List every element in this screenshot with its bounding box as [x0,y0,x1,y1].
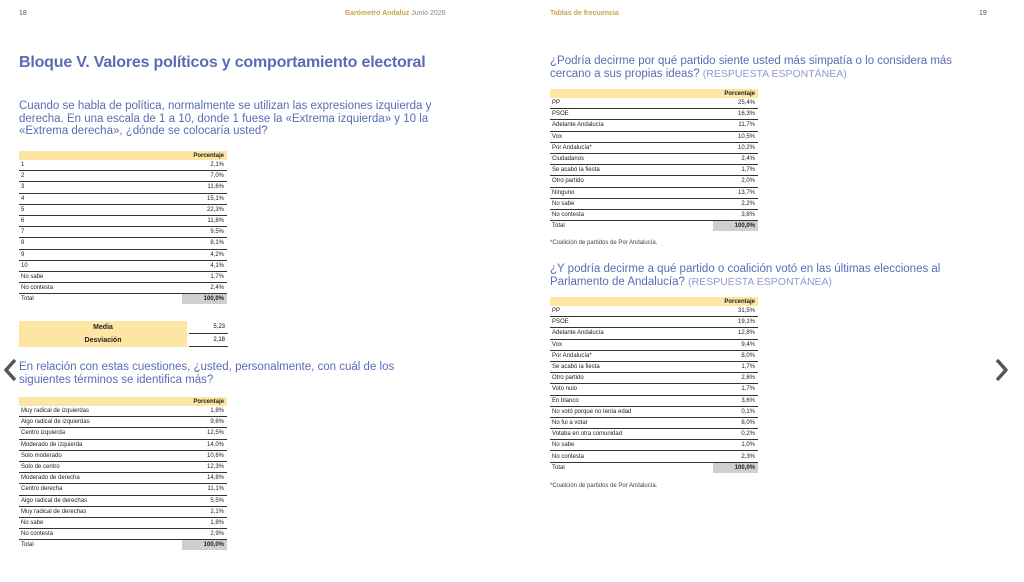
total-row [19,294,227,305]
row-label: No sabe [550,198,713,209]
row-value: 2,6% [713,373,758,384]
row-label: Centro izquierda [19,428,182,439]
row-value: 7,0% [182,171,227,182]
table-row [550,198,758,209]
row-value: 9,5% [182,227,227,238]
table-row [550,417,758,428]
row-value: 14,0% [182,439,227,450]
table-header-percentage: Porcentaje [182,397,227,406]
row-label: Otro partido [550,176,713,187]
row-value: 2,9% [182,529,227,540]
row-label: Muy radical de izquierdas [19,406,182,417]
table-header-blank [550,297,713,306]
table-row [550,131,758,142]
total-value: 100,0% [713,462,758,473]
table-row [19,260,227,271]
total-label: Total [552,464,565,471]
table-row [19,283,227,294]
party-sympathy-footnote: *Coalición de partidos de Por Andalucía. [550,240,658,246]
row-value: 1,7% [713,165,758,176]
row-value: 2,0% [713,176,758,187]
row-label: Solo de centro [19,461,182,472]
row-label: Adelante Andalucía [550,120,713,131]
row-value: 9,6% [182,417,227,428]
table-row [550,109,758,120]
row-label: No contesta [19,529,182,540]
party-sympathy-question-note: (RESPUESTA ESPONTÁNEA) [702,67,847,80]
party-sympathy-table [550,89,758,231]
total-label: Total [552,223,565,230]
table-row [19,517,227,528]
left-page-number: 18 [19,10,27,17]
past-vote-question [550,263,970,288]
table-row [550,406,758,417]
past-vote-table [550,297,758,473]
table-row [550,361,758,372]
table-header-blank [19,151,182,160]
table-header-percentage: Porcentaje [182,151,227,160]
past-vote-question-text: ¿Y podría decirme a qué partido o coalición votó en las últimas elecciones al Parlamento de Andalucía? [550,263,941,288]
table-row [19,215,227,226]
table-row [550,395,758,406]
table-row [550,429,758,440]
chevron-right-icon [995,358,1009,382]
row-value: 25,4% [713,98,758,109]
past-vote-question-note: (RESPUESTA ESPONTÁNEA) [688,275,833,288]
table-row [19,417,227,428]
party-sympathy-question-text: ¿Podría decirme por qué partido siente usted más simpatía o lo considera más cercano a sus propias ideas? [550,55,953,80]
row-label: No contesta [550,209,713,220]
row-value: 19,1% [713,317,758,328]
row-value: 11,1% [182,484,227,495]
block-title: Bloque V. Valores políticos y comportamiento electoral [19,54,426,71]
row-value: 14,8% [182,473,227,484]
publication-title: Barómetro Andaluz [345,10,410,17]
row-value: 0,2% [713,429,758,440]
table-row [550,165,758,176]
row-value: 12,8% [713,328,758,339]
row-value: 1,8% [182,406,227,417]
row-label: No votó porque no tenía edad [550,406,713,417]
table-row [550,440,758,451]
row-value: 12,5% [182,428,227,439]
row-label: 8 [19,238,182,249]
table-row [550,120,758,131]
row-label: Ninguno [550,187,713,198]
prev-page-button[interactable] [0,356,20,384]
table-row [19,249,227,260]
table-row [550,328,758,339]
table-row [550,317,758,328]
row-value: 11,6% [182,182,227,193]
row-label: Se acabó la fiesta [550,165,713,176]
chevron-left-icon [3,358,17,382]
table-row [19,529,227,540]
row-value: 2,4% [182,283,227,294]
past-vote-footnote: *Coalición de partidos de Por Andalucía. [550,483,658,489]
row-value: 16,3% [713,109,758,120]
row-value: 0,1% [713,406,758,417]
publication-header [345,10,446,17]
row-value: 1,7% [713,384,758,395]
row-value: 2,2% [713,198,758,209]
table-row [550,153,758,164]
row-value: 1,0% [713,440,758,451]
table-row [19,271,227,282]
row-value: 3,6% [713,395,758,406]
sd-label: Desviación [19,334,187,347]
row-label: Por Andalucía* [550,142,713,153]
table-row [19,428,227,439]
total-value: 100,0% [182,294,227,305]
table-header-percentage: Porcentaje [713,297,758,306]
table-row [19,461,227,472]
row-label: No sabe [19,517,182,528]
party-sympathy-question [550,55,970,80]
publication-date: Junio 2026 [411,10,446,17]
total-label: Total [21,542,34,549]
table-row [19,484,227,495]
row-label: PSOE [550,317,713,328]
table-row [19,160,227,171]
row-value: 5,5% [182,495,227,506]
row-label: Centro derecha [19,484,182,495]
total-value: 100,0% [713,221,758,232]
row-value: 2,1% [182,506,227,517]
row-value: 3,8% [713,209,758,220]
row-value: 10,2% [713,142,758,153]
row-value: 1,8% [182,517,227,528]
row-value: 31,5% [713,306,758,317]
row-label: No contesta [19,283,182,294]
right-page-number: 19 [979,10,987,17]
row-label: PP [550,306,713,317]
row-label: 1 [19,160,182,171]
total-label: Total [21,296,34,303]
row-value: 8,0% [713,417,758,428]
table-row [19,193,227,204]
row-label: Votaba en otra comunidad [550,429,713,440]
row-value: 2,3% [713,451,758,462]
table-row [550,176,758,187]
row-value: 9,4% [713,339,758,350]
row-value: 4,2% [182,249,227,260]
row-value: 8,0% [713,350,758,361]
row-value: 15,1% [182,193,227,204]
row-label: Adelante Andalucía [550,328,713,339]
row-label: 3 [19,182,182,193]
table-row [19,506,227,517]
table-row [19,204,227,215]
table-header-percentage: Porcentaje [713,89,758,98]
row-label: Moderado de izquierda [19,439,182,450]
table-row [19,495,227,506]
self-identification-question: En relación con estas cuestiones, ¿usted, personalmente, con cuál de los siguientes términos se identifica más? [19,361,395,386]
total-value: 100,0% [182,540,227,551]
table-row [19,171,227,182]
row-label: Solo moderado [19,450,182,461]
row-label: Otro partido [550,373,713,384]
table-row [550,350,758,361]
row-label: Moderado de derecha [19,473,182,484]
mean-value: 5,23 [189,321,228,334]
mean-label: Media [19,321,187,334]
next-page-button[interactable] [992,356,1012,384]
total-row [550,221,758,232]
table-row [550,306,758,317]
table-row [19,439,227,450]
row-value: 1,7% [713,361,758,372]
row-value: 10,6% [182,450,227,461]
row-label: 9 [19,249,182,260]
row-label: No contesta [550,451,713,462]
row-label: PP [550,98,713,109]
row-label: En blanco [550,395,713,406]
row-value: 11,8% [182,215,227,226]
row-label: Muy radical de derechas [19,506,182,517]
row-label: No sabe [550,440,713,451]
row-label: Por Andalucía* [550,350,713,361]
section-header: Tablas de frecuencia [550,10,619,17]
row-label: Vox [550,131,713,142]
row-label: Algo radical de derechas [19,495,182,506]
table-row [19,238,227,249]
ideology-question: Cuando se habla de política, normalmente se utilizan las expresiones izquierda y derecha. En una escala de 1 a 10, donde 1 fuese la «Extrema izquierda» y 10 la «Extrema derecha», ¿dónde se colocaría usted? [19,100,432,137]
row-value: 4,1% [182,260,227,271]
table-header-blank [550,89,713,98]
row-label: 7 [19,227,182,238]
row-value: 11,7% [713,120,758,131]
table-row [19,227,227,238]
table-row [19,450,227,461]
table-row [550,209,758,220]
sd-value: 2,18 [189,334,228,347]
self-identification-table [19,397,227,550]
table-row [19,406,227,417]
row-value: 13,7% [713,187,758,198]
table-row [19,182,227,193]
table-row [550,451,758,462]
row-label: 2 [19,171,182,182]
row-label: Voto nulo [550,384,713,395]
table-header-blank [19,397,182,406]
row-value: 2,4% [713,153,758,164]
table-row [550,187,758,198]
table-row [550,142,758,153]
row-label: Algo radical de izquierdas [19,417,182,428]
row-value: 2,1% [182,160,227,171]
row-label: 10 [19,260,182,271]
row-label: 5 [19,204,182,215]
row-label: 6 [19,215,182,226]
table-row [550,384,758,395]
ideology-stats-table [19,321,228,347]
ideology-table [19,151,227,304]
right-page [512,0,1024,582]
row-label: No sabe [19,271,182,282]
row-label: Se acabó la fiesta [550,361,713,372]
total-row [550,462,758,473]
table-row [550,98,758,109]
row-value: 22,3% [182,204,227,215]
row-label: Vox [550,339,713,350]
total-row [19,540,227,551]
row-label: No fui a votar [550,417,713,428]
row-value: 10,5% [713,131,758,142]
table-row [550,373,758,384]
row-value: 8,1% [182,238,227,249]
row-label: Ciudadanos [550,153,713,164]
row-label: 4 [19,193,182,204]
row-value: 1,7% [182,271,227,282]
table-row [19,473,227,484]
table-row [550,339,758,350]
row-value: 12,3% [182,461,227,472]
row-label: PSOE [550,109,713,120]
